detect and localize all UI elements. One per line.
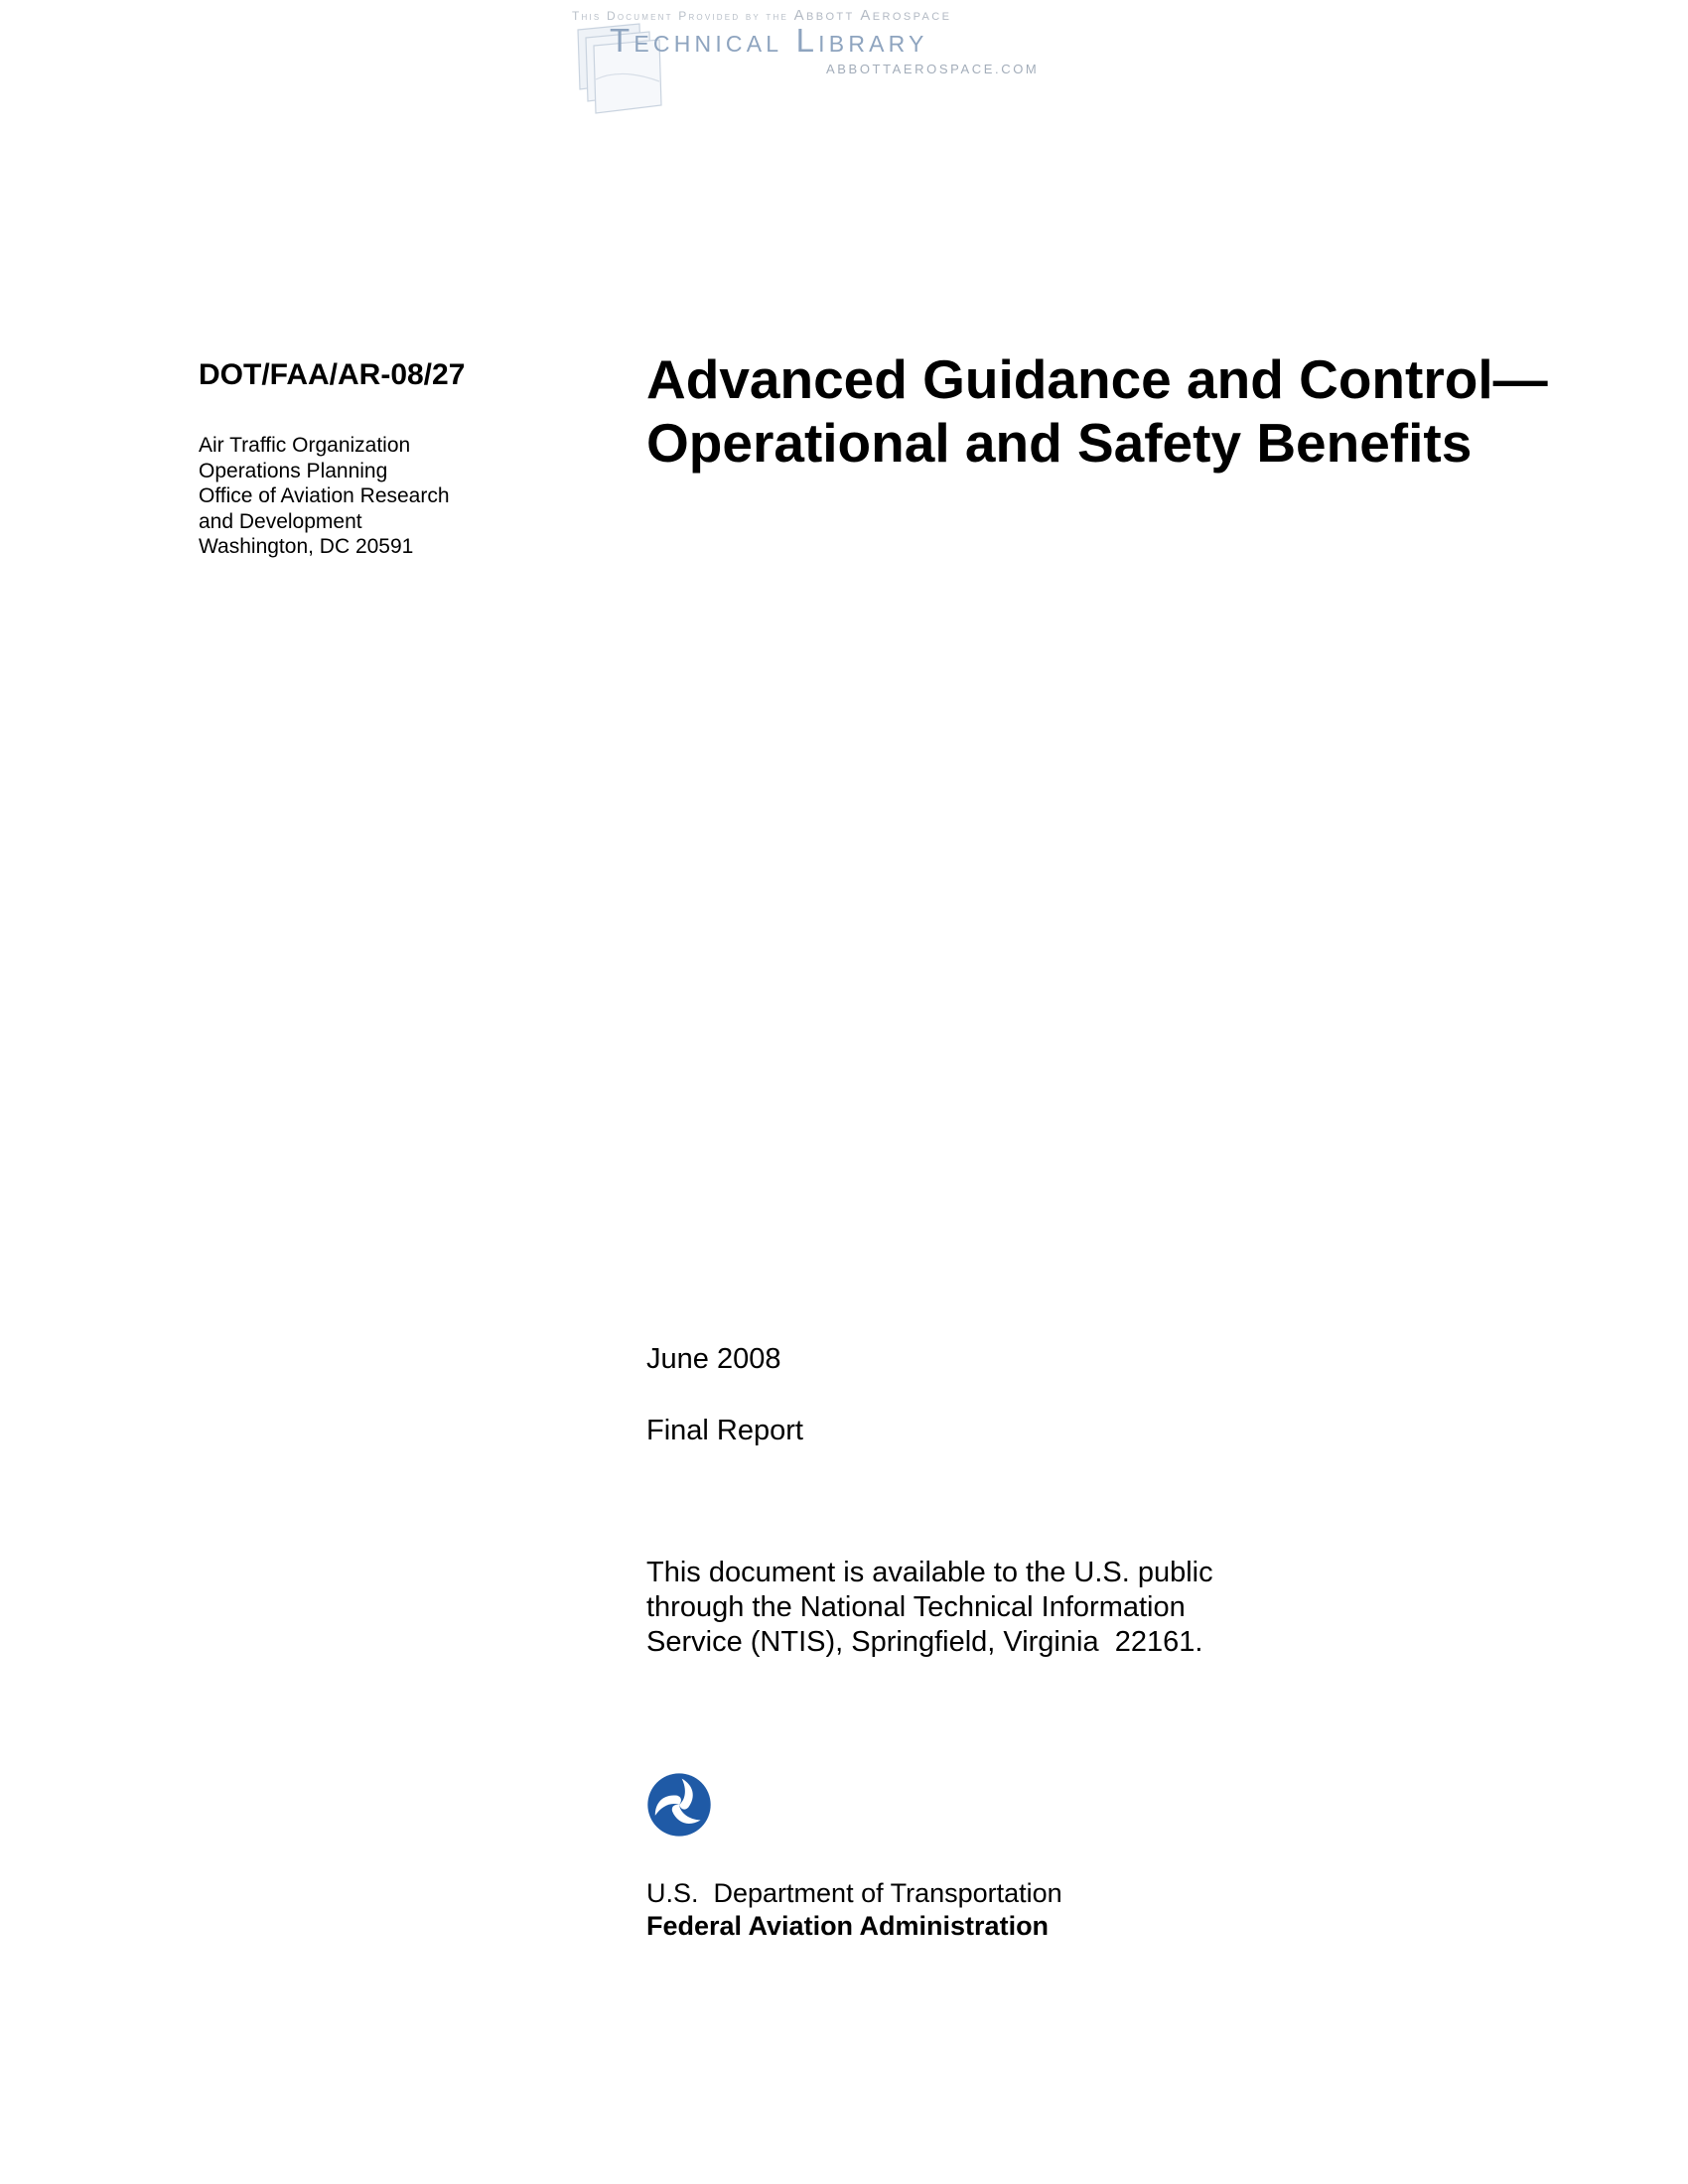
- watermark-brand: Abbott Aerospace: [793, 7, 952, 24]
- report-date: June 2008: [646, 1343, 781, 1375]
- organization-line: Operations Planning: [199, 459, 388, 482]
- document-title: [646, 347, 1548, 475]
- organization-line: Air Traffic Organization: [199, 434, 411, 457]
- administration-name: Federal Aviation Administration: [646, 1911, 1050, 1941]
- report-number: DOT/FAA/AR-08/27: [199, 358, 466, 391]
- availability-line: Service (NTIS), Springfield, Virginia 22161.: [646, 1626, 1203, 1658]
- watermark-url: ABBOTTAEROSPACE.COM: [826, 62, 1040, 76]
- report-type: Final Report: [646, 1415, 803, 1446]
- watermark-prefix: This Document Provided by the: [572, 9, 789, 23]
- watermark-header: [572, 4, 1088, 113]
- dot-logo-icon: [646, 1772, 712, 1838]
- availability-line: through the National Technical Information: [646, 1591, 1186, 1623]
- organization-line: Office of Aviation Research: [199, 484, 450, 507]
- organization-block: [199, 433, 450, 560]
- availability-statement: [646, 1556, 1213, 1660]
- title-line: Operational and Safety Benefits: [646, 412, 1473, 474]
- agency-block: [646, 1877, 1062, 1943]
- department-name: U.S. Department of Transportation: [646, 1878, 1062, 1908]
- organization-line: and Development: [199, 509, 362, 533]
- availability-line: This document is available to the U.S. public: [646, 1557, 1213, 1588]
- organization-line: Washington, DC 20591: [199, 535, 414, 558]
- watermark-library-title: Technical Library: [610, 22, 928, 59]
- title-line: Advanced Guidance and Control—: [646, 348, 1548, 410]
